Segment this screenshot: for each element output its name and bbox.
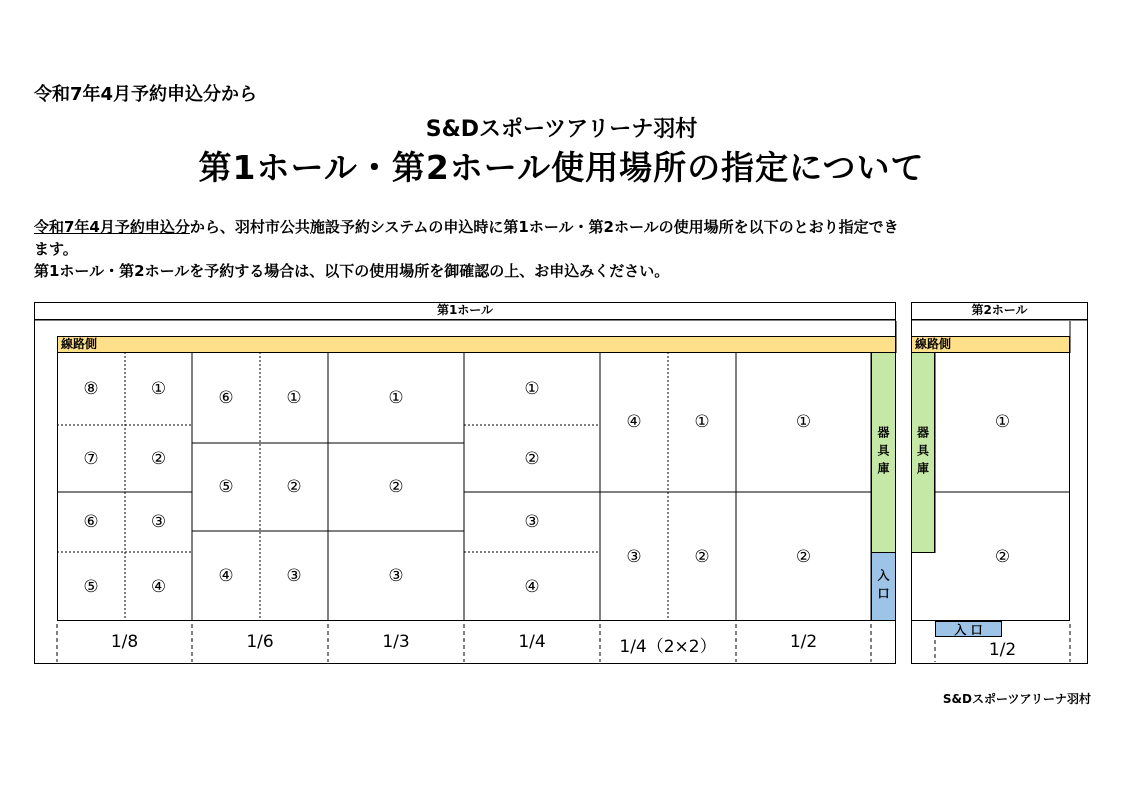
- hall1-half-cell: ②: [795, 546, 812, 567]
- hall2-half-cell: ②: [994, 546, 1011, 567]
- hall1-label-quarter: 1/4: [518, 632, 546, 652]
- hall2-half-cell: ①: [994, 412, 1011, 432]
- hall1-entrance: 入口: [871, 552, 896, 621]
- hall1-sixth-cell: ②: [286, 477, 302, 497]
- hall1-eighth-cell: ⑧: [83, 378, 99, 399]
- hall1-sixth-cell: ④: [218, 566, 234, 586]
- hall1-quarter-cell: ①: [524, 378, 540, 399]
- hall2-title: 第2ホール: [911, 302, 1088, 320]
- hall1-third-cell: ②: [388, 477, 404, 497]
- hall1-third-cell: ①: [388, 387, 404, 408]
- facility-title: S&Dスポーツアリーナ羽村: [425, 117, 698, 142]
- hall1-label-half: 1/2: [789, 632, 818, 652]
- notice-line-3: 第1ホール・第2ホールを予約する場合は、以下の使用場所を御確認の上、お申込みください。: [34, 262, 670, 280]
- hall2-equipment-storage: 器具庫: [911, 352, 935, 553]
- hall1-quarter-cell: ②: [524, 448, 540, 469]
- underlined-date: 令和7年4月予約申込分: [34, 218, 190, 236]
- hall1-eighth-cell: ①: [150, 378, 167, 399]
- page-title: 第1ホール・第2ホール使用場所の指定について: [198, 148, 925, 187]
- hall1-eighth-cell: ⑦: [83, 448, 99, 469]
- hall1-third-cell: ③: [388, 566, 404, 586]
- hall1-sixth-cell: ③: [286, 566, 302, 586]
- hall1-label-quarter2x2: 1/4（2×2）: [619, 637, 717, 657]
- hall1-sixth-cell: ⑤: [218, 477, 234, 497]
- hall1-sixth-cell: ⑥: [218, 387, 234, 408]
- hall1-label-third: 1/3: [382, 632, 410, 652]
- hall1-quarter-cell: ③: [524, 512, 540, 532]
- hall1-eighth-cell: ⑥: [83, 512, 99, 532]
- hall1-half-cell: ①: [795, 412, 812, 432]
- hall1-quarter-cell: ④: [524, 576, 540, 597]
- hall1-quarter2x2-cell: ①: [694, 412, 710, 432]
- hall1-eighth-cell: ②: [150, 448, 167, 469]
- notice-line-1-rest: から、羽村市公共施設予約システムの申込時に第1ホール・第2ホールの使用場所を以下のとおり指定でき: [189, 218, 899, 236]
- hall2-track-side-band: 線路側: [911, 336, 1070, 353]
- hall1-eighth-cell: ④: [150, 576, 167, 597]
- notice-line-2: ます。: [34, 240, 78, 258]
- footer-organization: S&Dスポーツアリーナ羽村: [942, 692, 1091, 706]
- hall1-eighth-cell: ⑤: [83, 576, 99, 597]
- hall1-sixth-cell: ①: [286, 387, 302, 408]
- hall2-label-half: 1/2: [988, 640, 1017, 660]
- hall1-quarter2x2-cell: ②: [694, 546, 710, 567]
- hall1-quarter2x2-cell: ④: [626, 412, 642, 432]
- hall2-entrance: 入 口: [935, 621, 1002, 637]
- hall1-equipment-storage: 器具庫: [871, 352, 896, 553]
- hall1-label-eighth: 1/8: [110, 632, 139, 652]
- notice-date: 令和7年4月予約申込分から: [34, 84, 258, 105]
- hall1-label-sixth: 1/6: [246, 632, 274, 652]
- hall1-title: 第1ホール: [34, 302, 896, 320]
- hall1-eighth-cell: ③: [150, 512, 167, 532]
- hall1-quarter2x2-cell: ③: [626, 546, 642, 567]
- hall1-track-side-band: 線路側: [57, 336, 896, 353]
